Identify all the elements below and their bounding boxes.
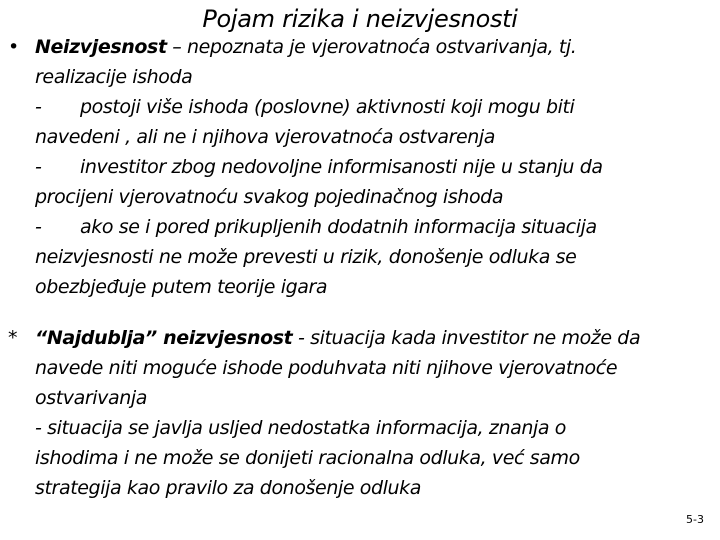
text-line: navede niti moguće ishode poduhvata niti njihove vjerovatnoće — [35, 357, 618, 379]
text-line — [8, 32, 698, 62]
slide-title: Pojam rizika i neizvjesnosti — [202, 5, 518, 33]
text-line — [8, 323, 698, 353]
sub-item-line: navedeni , ali ne i njihova vjerovatnoća ostvarenja — [35, 126, 496, 148]
sub-item-line: procijeni vjerovatnoću svakog pojedinačnog ishoda — [35, 186, 504, 208]
sub-item-text: investitor zbog nedovoljne informisanosti nije u stanju da — [80, 156, 603, 178]
text-line: strategija kao pravilo za donošenje odluka — [35, 477, 422, 499]
term-najdublja-neizvjesnost: “Najdublja” neizvjesnost — [35, 327, 293, 349]
bullet-uncertainty — [8, 32, 698, 302]
asterisk-marker: * — [8, 327, 18, 349]
text-line: realizacije ishoda — [35, 66, 193, 88]
text-line: ishodima i ne može se donijeti racionalna odluka, već samo — [35, 447, 580, 469]
sub-item-text: postoji više ishoda (poslovne) aktivnosti koji mogu biti — [80, 96, 575, 118]
sub-item-line — [8, 152, 698, 182]
text-line: ostvarivanja — [35, 387, 148, 409]
sub-item-text: ako se i pored prikupljenih dodatnih informacija situacija — [80, 216, 597, 238]
sub-item-line: obezbjeđuje putem teorije igara — [35, 276, 328, 298]
text-line: - situacija se javlja usljed nedostatka informacija, znanja o — [35, 417, 566, 439]
sub-item-line: neizvjesnosti ne može prevesti u rizik, donošenje odluka se — [35, 246, 577, 268]
dash-marker: - — [35, 216, 42, 238]
bullet-marker: • — [8, 36, 19, 58]
definition-text: - situacija kada investitor ne može da — [292, 327, 641, 349]
dash-marker: - — [35, 156, 42, 178]
bullet-deepest-uncertainty — [8, 323, 698, 503]
sub-item-line — [8, 92, 698, 122]
term-neizvjesnost: Neizvjesnost — [35, 36, 167, 58]
sub-item-line — [8, 212, 698, 242]
page-number: 5-3 — [686, 513, 704, 526]
dash-marker: - — [35, 96, 42, 118]
definition-text: – nepoznata je vjerovatnoća ostvarivanja, tj. — [166, 36, 577, 58]
